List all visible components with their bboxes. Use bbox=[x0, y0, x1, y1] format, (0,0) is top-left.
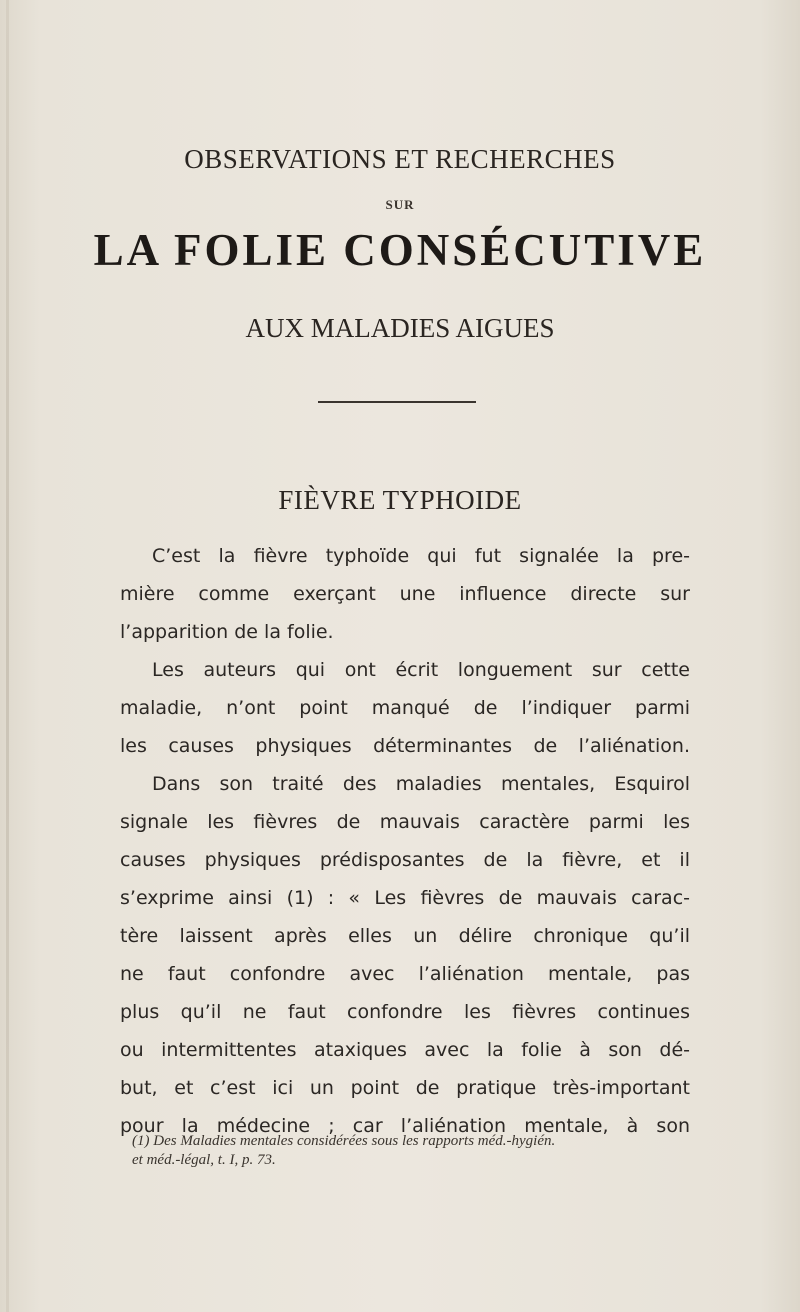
body-line: les causes physiques déterminantes de l’aliénation. bbox=[120, 735, 690, 757]
body-line: tère laissent après elles un délire chronique qu’il bbox=[120, 925, 690, 947]
footnote-line: et méd.-légal, t. I, p. 73. bbox=[132, 1152, 276, 1168]
section-heading: FIÈVRE TYPHOIDE bbox=[278, 485, 522, 515]
body-line: plus qu’il ne faut confondre les fièvres continues bbox=[120, 1001, 690, 1023]
body-line: C’est la fièvre typhoïde qui fut signalée la pre- bbox=[152, 545, 690, 567]
body-line: l’apparition de la folie. bbox=[120, 621, 334, 643]
footnote bbox=[132, 1132, 692, 1170]
body-line: Dans son traité des maladies mentales, Esquirol bbox=[152, 773, 690, 795]
body-line: maladie, n’ont point manqué de l’indiquer parmi bbox=[120, 697, 690, 719]
body-line: Les auteurs qui ont écrit longuement sur cette bbox=[152, 659, 690, 681]
title-observations: OBSERVATIONS ET RECHERCHES bbox=[184, 144, 616, 174]
title-main: LA FOLIE CONSÉCUTIVE bbox=[93, 225, 707, 275]
body-line: mière comme exerçant une influence directe sur bbox=[120, 583, 690, 605]
body-line: s’exprime ainsi (1) : « Les fièvres de mauvais carac- bbox=[120, 887, 690, 909]
body-line: ne faut confondre avec l’aliénation mentale, pas bbox=[120, 963, 690, 985]
body-line: pour la médecine ; car l’aliénation mentale, à son bbox=[120, 1115, 690, 1137]
footnote-line: (1) Des Maladies mentales considérées sous les rapports méd.-hygién. bbox=[132, 1133, 556, 1149]
body-line: causes physiques prédisposantes de la fièvre, et il bbox=[120, 849, 690, 871]
title-subtitle: AUX MALADIES AIGUES bbox=[245, 313, 555, 343]
body-line: but, et c’est ici un point de pratique très-important bbox=[120, 1077, 690, 1099]
body-paragraphs bbox=[120, 537, 690, 1145]
body-line: ou intermittentes ataxiques avec la folie à son dé- bbox=[120, 1039, 690, 1061]
title-sur: SUR bbox=[385, 197, 415, 212]
divider-rule bbox=[318, 401, 476, 403]
body-line: signale les fièvres de mauvais caractère parmi les bbox=[120, 811, 690, 833]
